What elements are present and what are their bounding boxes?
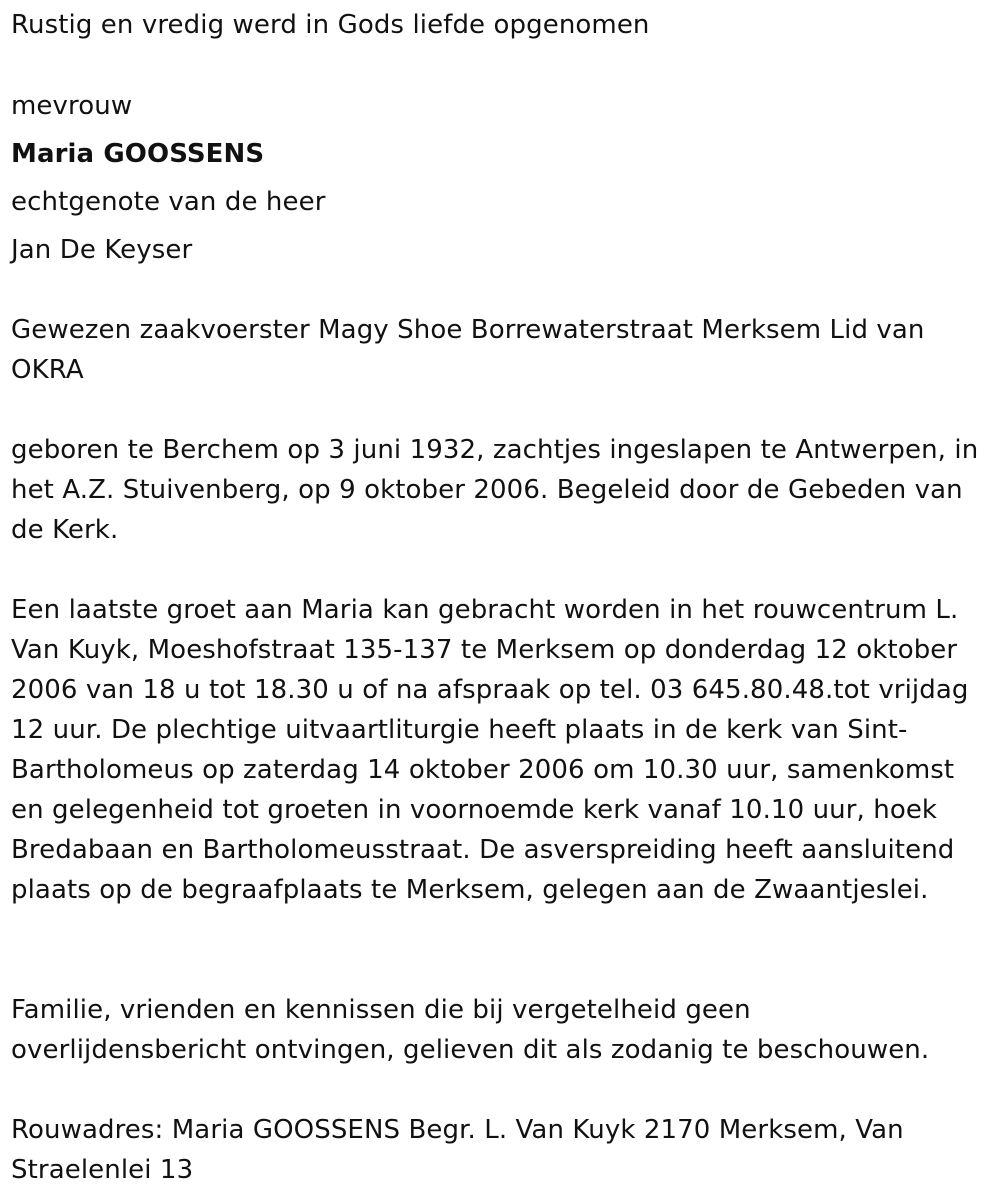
deceased-name: Maria GOOSSENS [11, 139, 265, 169]
birth-death-paragraph: geboren te Berchem op 3 juni 1932, zachtjes ingeslapen te Antwerpen, in het A.Z. Stuivenberg, op 9 oktober 2006. Begeleid door de Gebeden van de Kerk. [11, 435, 979, 545]
spouse-name: Jan De Keyser [11, 235, 193, 265]
intro-line: Rustig en vredig werd in Gods liefde opgenomen [11, 10, 650, 40]
relation-line: echtgenote van de heer [11, 187, 326, 217]
occupation-paragraph: Gewezen zaakvoerster Magy Shoe Borrewaterstraat Merksem Lid van OKRA [11, 315, 925, 385]
title-line: mevrouw [11, 91, 133, 121]
funeral-paragraph: Een laatste groet aan Maria kan gebracht worden in het rouwcentrum L. Van Kuyk, Moeshofstraat 135-137 te Merksem op donderdag 12 oktober 2006 van 18 u tot 18.30 u of na afspraak op tel. 03 645.80.48.tot vrijdag 12 uur. De plechtige uitvaartliturgie heeft plaats in de kerk van Sint-Bartholomeus op zaterdag 14 oktober 2006 om 10.30 uur, samenkomst en gelegenheid tot groeten in voornoemde kerk vanaf 10.10 uur, hoek Bredabaan en Bartholomeusstraat. De asverspreiding heeft aansluitend plaats op de begraafplaats te Merksem, gelegen aan de Zwaantjeslei. [11, 595, 969, 905]
mourning-address: Rouwadres: Maria GOOSSENS Begr. L. Van Kuyk 2170 Merksem, Van Straelenlei 13 [11, 1115, 904, 1185]
family-note-paragraph: Familie, vrienden en kennissen die bij vergetelheid geen overlijdensbericht ontvingen, gelieven dit als zodanig te beschouwen. [11, 995, 930, 1065]
